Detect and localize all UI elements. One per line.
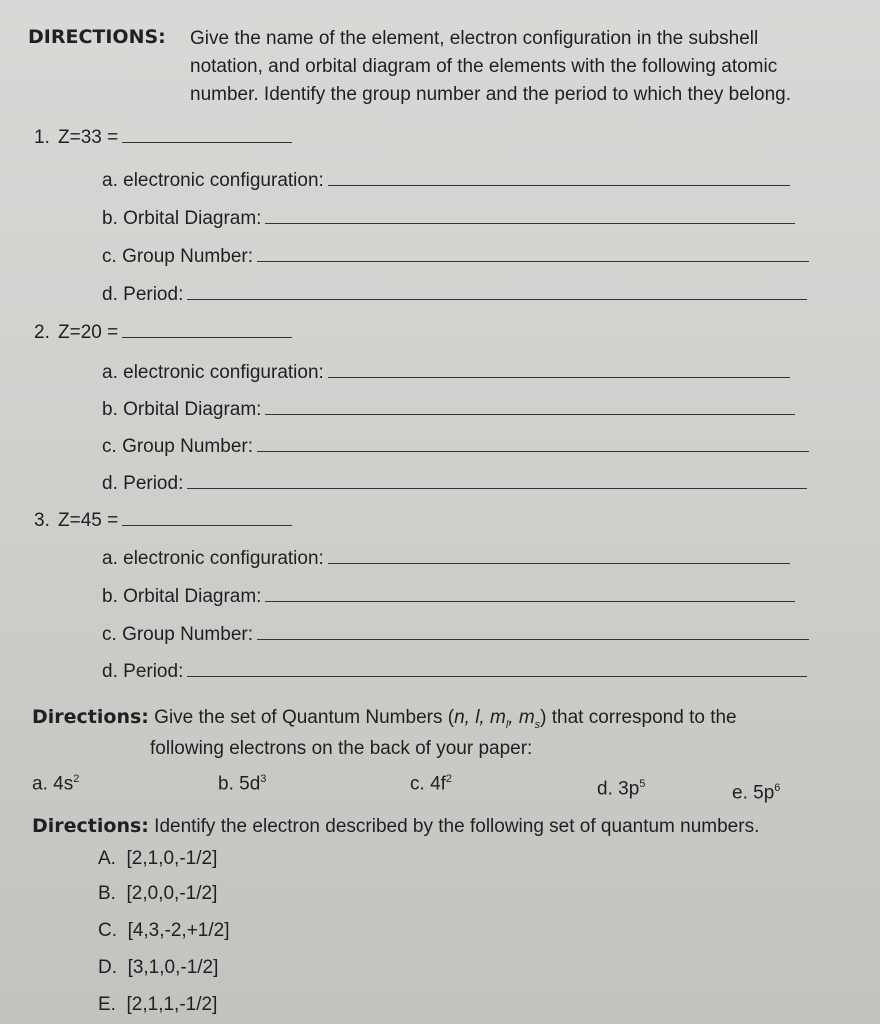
electron-base: 4s (53, 773, 74, 795)
part-letter: b. (102, 399, 118, 420)
set-value: [2,1,1,-1/2] (126, 994, 218, 1015)
qn-vars: n, l, m (454, 707, 506, 728)
answer-blank[interactable] (187, 487, 807, 489)
part-orbital (102, 208, 795, 230)
quantum-set-a (98, 848, 217, 870)
part-label: electronic configuration: (123, 548, 324, 569)
answer-blank[interactable] (122, 524, 292, 526)
part-label: Period: (123, 661, 184, 682)
part-label: electronic configuration: (123, 362, 324, 383)
part-orbital (102, 399, 795, 421)
directions-3-label: Directions: (32, 815, 149, 837)
qn-sub-s: s (534, 718, 541, 731)
answer-blank[interactable] (257, 450, 809, 452)
set-value: [2,0,0,-1/2] (126, 883, 218, 904)
answer-blank[interactable] (328, 376, 790, 378)
electron-b (218, 773, 266, 795)
problem-z (58, 127, 292, 149)
problem-z (58, 510, 292, 532)
directions-line-3: number. Identify the group number and the period to which they belong. (190, 84, 792, 105)
answer-blank[interactable] (328, 562, 790, 564)
directions-label: DIRECTIONS: (28, 26, 166, 48)
part-letter: c. (102, 436, 117, 457)
part-label: Group Number: (122, 624, 254, 645)
z-label: Z=45 = (58, 510, 119, 531)
part-letter: d. (102, 661, 118, 682)
z-label: Z=20 = (58, 322, 119, 343)
electron-sup: 2 (73, 773, 80, 785)
directions-3-line (32, 815, 759, 838)
electron-sup: 5 (639, 778, 646, 790)
set-value: [4,3,-2,+1/2] (127, 920, 230, 941)
electron-letter: e. (732, 782, 748, 804)
part-letter: b. (102, 208, 118, 229)
set-letter: A. (98, 848, 116, 869)
answer-blank[interactable] (122, 336, 292, 338)
set-value: [3,1,0,-1/2] (127, 957, 219, 978)
electron-base: 4f (430, 773, 446, 795)
set-value: [2,1,0,-1/2] (126, 848, 218, 869)
part-letter: a. (102, 362, 118, 383)
directions-2-line-1 (32, 706, 737, 731)
electron-sup: 6 (774, 782, 781, 794)
quantum-set-c (98, 920, 230, 942)
part-period (102, 284, 807, 306)
problem-z (58, 322, 292, 344)
part-label: Orbital Diagram: (123, 399, 262, 420)
part-letter: d. (102, 473, 118, 494)
answer-blank[interactable] (265, 222, 795, 224)
directions-2-line-2: following electrons on the back of your paper: (150, 738, 533, 759)
set-letter: B. (98, 883, 116, 904)
part-label: Period: (123, 284, 184, 305)
answer-blank[interactable] (328, 184, 790, 186)
directions-line-1: Give the name of the element, electron configuration in the subshell (190, 28, 759, 49)
qn-mid: , m (508, 707, 535, 728)
part-group (102, 246, 809, 268)
directions-2-pre: Give the set of Quantum Numbers ( (154, 707, 455, 728)
part-period (102, 661, 807, 683)
electron-sup: 2 (445, 773, 453, 785)
electron-d (597, 778, 645, 800)
part-config (102, 362, 790, 384)
electron-e (732, 782, 780, 804)
part-group (102, 624, 809, 646)
answer-blank[interactable] (257, 260, 809, 262)
part-config (102, 170, 790, 192)
problem-number: 2. (34, 322, 50, 343)
quantum-set-b (98, 883, 217, 905)
electron-letter: c. (410, 773, 425, 795)
part-period (102, 473, 807, 495)
part-orbital (102, 586, 795, 608)
part-label: Group Number: (122, 436, 254, 457)
set-letter: D. (98, 957, 117, 978)
electron-sup: 3 (260, 773, 267, 785)
directions-2-label: Directions: (32, 706, 149, 728)
directions-2-post: ) that correspond to the (540, 707, 737, 728)
answer-blank[interactable] (265, 600, 795, 602)
set-letter: C. (98, 920, 117, 941)
part-letter: c. (102, 246, 117, 267)
answer-blank[interactable] (187, 298, 807, 300)
set-letter: E. (98, 994, 116, 1015)
part-config (102, 548, 790, 570)
problem-number: 3. (34, 510, 50, 531)
part-label: Period: (123, 473, 184, 494)
qn-sub-l: l (505, 718, 509, 731)
part-label: Group Number: (122, 246, 254, 267)
electron-letter: d. (597, 778, 613, 800)
part-letter: b. (102, 586, 118, 607)
answer-blank[interactable] (265, 413, 795, 415)
directions-line-2: notation, and orbital diagram of the elements with the following atomic (190, 56, 778, 77)
part-letter: d. (102, 284, 118, 305)
part-letter: a. (102, 548, 118, 569)
electron-letter: a. (32, 773, 48, 795)
part-label: Orbital Diagram: (123, 208, 262, 229)
directions-3-text: Identify the electron described by the following set of quantum numbers. (154, 816, 760, 837)
electron-letter: b. (218, 773, 234, 795)
quantum-set-e (98, 994, 217, 1016)
answer-blank[interactable] (187, 675, 807, 677)
part-label: electronic configuration: (123, 170, 324, 191)
answer-blank[interactable] (122, 141, 292, 143)
electron-c (410, 773, 452, 795)
electron-base: 5d (239, 773, 261, 795)
part-group (102, 436, 809, 458)
part-letter: c. (102, 624, 117, 645)
electron-a (32, 773, 79, 795)
part-label: Orbital Diagram: (123, 586, 262, 607)
part-letter: a. (102, 170, 118, 191)
electron-base: 5p (753, 782, 775, 804)
answer-blank[interactable] (257, 638, 809, 640)
electron-base: 3p (618, 778, 640, 800)
z-label: Z=33 = (58, 127, 119, 148)
quantum-set-d (98, 957, 218, 979)
problem-number: 1. (34, 127, 50, 148)
